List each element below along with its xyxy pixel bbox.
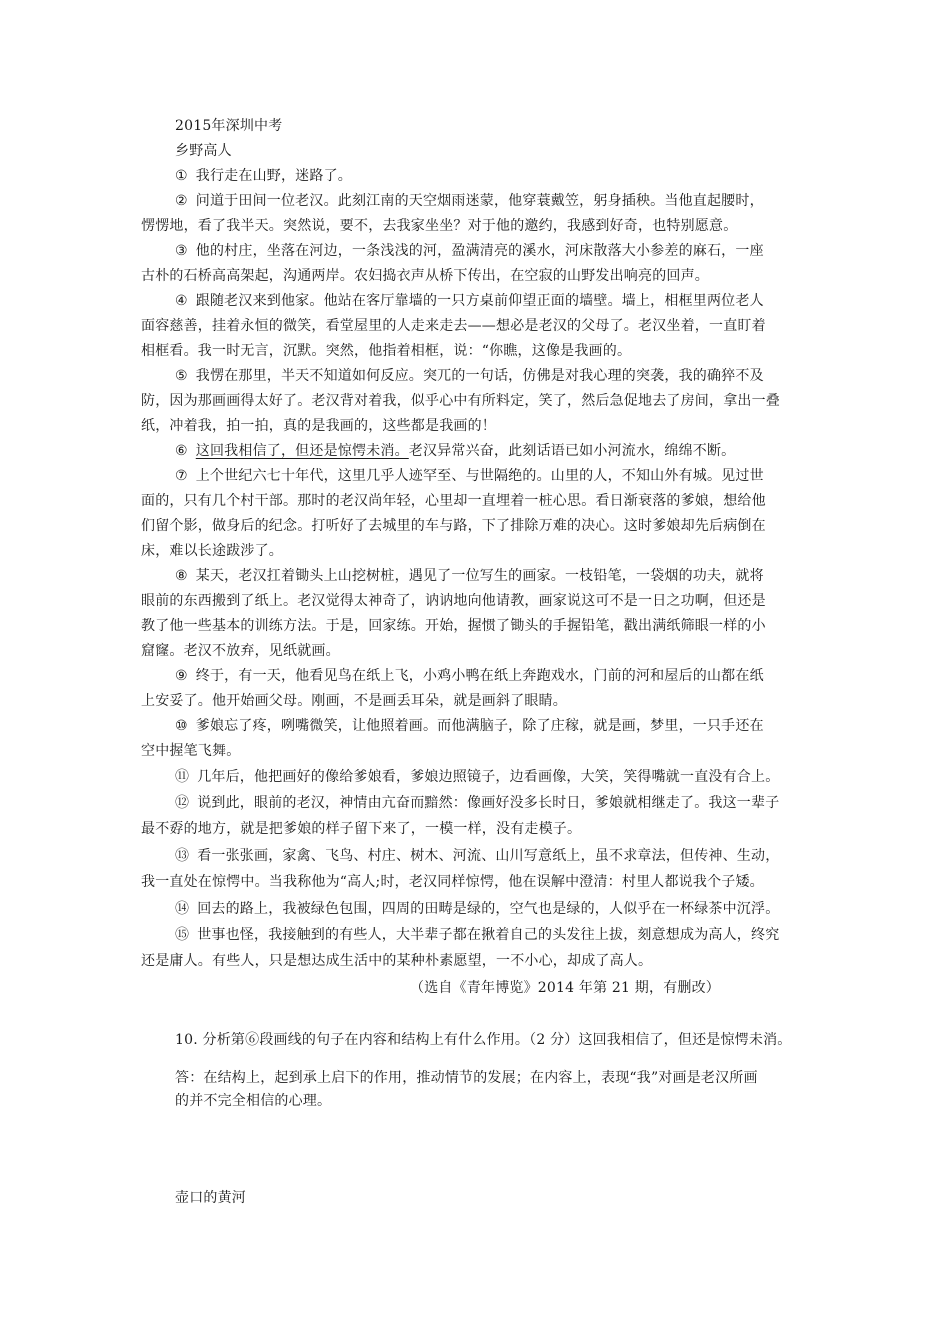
paragraph-text: 几年后，他把画好的像给爹娘看，爹娘边照镜子，边看画像，大笑，笑得嘴就一直没有合上。 <box>197 769 780 785</box>
paragraph-text: 回去的路上，我被绿色包围，四周的田畴是绿的，空气也是绿的，人似乎在一杯绿茶中沉浮。 <box>197 901 780 917</box>
paragraph-number: ③ <box>175 243 188 259</box>
paragraph-number: ⑮ <box>175 927 190 943</box>
paragraph-11 <box>175 767 779 787</box>
paragraph-number: ④ <box>175 293 188 309</box>
paragraph-4 <box>175 291 764 311</box>
paragraph-13-line-2: 我一直处在惊愕中。当我称他为“高人;时，老汉同样惊愕，他在误解中澄清：村里人都说我个子矮。 <box>141 874 764 890</box>
paragraph-8-line-4: 窟窿。老汉不放弃，见纸就画。 <box>141 643 340 659</box>
paragraph-text: 他的村庄，坐落在河边，一条浅浅的河，盈满清亮的溪水，河床散落大小参差的麻石，一座 <box>195 243 764 259</box>
source-citation: （选自《青年博览》2014 年第 21 期，有删改） <box>410 980 720 996</box>
paragraph-8-line-2: 眼前的东西搬到了纸上。老汉觉得太神奇了，讷讷地向他请教，画家说这可不是一日之功啊，但还是 <box>141 593 766 609</box>
paragraph-12 <box>175 793 779 813</box>
paragraph-7-line-2: 面的，只有几个村干部。那时的老汉尚年轻，心里却一直埋着一桩心思。看日渐衰落的爹娘，想给他 <box>141 493 766 509</box>
paragraph-number: ⑩ <box>175 718 188 734</box>
paragraph-text: 看一张张画，家禽、飞鸟、村庄、树木、河流、山川写意纸上，虽不求章法，但传神、生动， <box>197 848 780 864</box>
paragraph-text: 上个世纪六七十年代，这里几乎人迹罕至、与世隔绝的。山里的人，不知山外有城。见过世 <box>195 468 764 484</box>
paragraph-7-line-3: 们留个影，做身后的纪念。打听好了去城里的车与路，下了排除万难的决心。这时爹娘却先后病倒在 <box>141 518 766 534</box>
paragraph-number: ② <box>175 193 188 209</box>
question-10: 10. 分析第⑥段画线的句子在内容和结构上有什么作用。（2 分）这回我相信了，但还是惊愕未消。 <box>175 1032 792 1048</box>
paragraph-6 <box>175 441 735 461</box>
paragraph-number: ① <box>175 168 188 184</box>
paragraph-number: ⑫ <box>175 795 190 811</box>
paragraph-2 <box>175 191 764 211</box>
paragraph-text: 跟随老汉来到他家。他站在客厅靠墙的一只方桌前仰望正面的墙壁。墙上，相框里两位老人 <box>195 293 764 309</box>
paragraph-3 <box>175 241 764 261</box>
paragraph-8-line-3: 教了他一些基本的训练方法。于是，回家练。开始，握惯了锄头的手握铅笔，戳出满纸筛眼一样的小 <box>141 618 766 634</box>
paragraph-5-line-2: 防，因为那画画得太好了。老汉背对着我，似乎心中有所料定，笑了，然后急促地去了房间，拿出一叠 <box>141 393 780 409</box>
paragraph-9 <box>175 666 764 686</box>
answer-line-1: 答：在结构上，起到承上启下的作用，推动情节的发展；在内容上，表现“我”对画是老汉所画 <box>175 1070 758 1086</box>
paragraph-number: ⑪ <box>175 769 190 785</box>
paragraph-number: ⑤ <box>175 368 188 384</box>
paragraph-4-line-2: 面容慈善，挂着永恒的微笑，看堂屋里的人走来走去——想必是老汉的父母了。老汉坐着，一直盯着 <box>141 318 766 334</box>
paragraph-number: ⑦ <box>175 468 188 484</box>
paragraph-10 <box>175 716 764 736</box>
paragraph-4-line-3: 相框看。我一时无言，沉默。突然，他指着相框，说：“你瞧，这像是我画的。 <box>141 343 632 359</box>
paragraph-2-line-2: 愣愣地，看了我半天。突然说，要不，去我家坐坐？对于他的邀约，我感到好奇，也特别愿意。 <box>141 218 738 234</box>
article-title: 乡野高人 <box>175 143 232 159</box>
paragraph-7-line-4: 床，难以长途跋涉了。 <box>141 543 283 559</box>
paragraph-3-line-2: 古朴的石桥高高架起，沟通两岸。农妇捣衣声从桥下传出，在空寂的山野发出响亮的回声。 <box>141 268 709 284</box>
paragraph-number: ⑨ <box>175 668 188 684</box>
paragraph-15 <box>175 925 779 945</box>
paragraph-text: 老汉异常兴奋，此刻话语已如小河流水，绵绵不断。 <box>408 443 736 459</box>
paragraph-number: ⑥ <box>175 443 188 459</box>
paragraph-13 <box>175 846 779 866</box>
paragraph-14 <box>175 899 779 919</box>
paragraph-text: 爹娘忘了疼，咧嘴微笑，让他照着画。而他满脑子，除了庄稼，就是画，梦里，一只手还在 <box>195 718 764 734</box>
exam-label: 2015年深圳中考 <box>175 118 283 134</box>
paragraph-5-line-3: 纸，冲着我，拍一拍，真的是我画的，这些都是我画的！ <box>141 418 496 434</box>
paragraph-10-line-2: 空中握笔飞舞。 <box>141 743 241 759</box>
paragraph-text: 说到此，眼前的老汉，神情由亢奋而黯然：像画好没多长时日，爹娘就相继走了。我这一辈子 <box>197 795 780 811</box>
paragraph-number: ⑭ <box>175 901 190 917</box>
underlined-sentence: 这回我相信了，但还是惊愕未消。 <box>195 443 409 459</box>
paragraph-text: 问道于田间一位老汉。此刻江南的天空烟雨迷蒙，他穿蓑戴笠，躬身插秧。当他直起腰时， <box>195 193 764 209</box>
paragraph-number: ⑧ <box>175 568 188 584</box>
paragraph-text: 世事也怪，我接触到的有些人，大半辈子都在揪着自己的头发往上拔，刻意想成为高人，终究 <box>197 927 780 943</box>
answer-line-2: 的并不完全相信的心理。 <box>175 1093 332 1109</box>
paragraph-text: 终于，有一天，他看见鸟在纸上飞，小鸡小鸭在纸上奔跑戏水，门前的河和屋后的山都在纸 <box>195 668 764 684</box>
paragraph-5 <box>175 366 764 386</box>
paragraph-15-line-2: 还是庸人。有些人，只是想达成生活中的某种朴素愿望，一不小心，却成了高人。 <box>141 953 653 969</box>
paragraph-9-line-2: 上安妥了。他开始画父母。刚画，不是画丢耳朵，就是画斜了眼睛。 <box>141 693 567 709</box>
paragraph-1 <box>175 166 352 186</box>
paragraph-text: 某天，老汉扛着锄头上山挖树桩，遇见了一位写生的画家。一枝铅笔，一袋烟的功夫，就将 <box>195 568 764 584</box>
paragraph-8 <box>175 566 764 586</box>
next-article-title: 壶口的黄河 <box>175 1190 246 1206</box>
paragraph-12-line-2: 最不孬的地方，就是把爹娘的样子留下来了，一模一样，没有走模子。 <box>141 821 582 837</box>
paragraph-text: 我愣在那里，半天不知道如何反应。突兀的一句话，仿佛是对我心理的突袭，我的确猝不及 <box>195 368 764 384</box>
paragraph-number: ⑬ <box>175 848 190 864</box>
paragraph-7 <box>175 466 764 486</box>
paragraph-text: 我行走在山野，迷路了。 <box>195 168 352 184</box>
